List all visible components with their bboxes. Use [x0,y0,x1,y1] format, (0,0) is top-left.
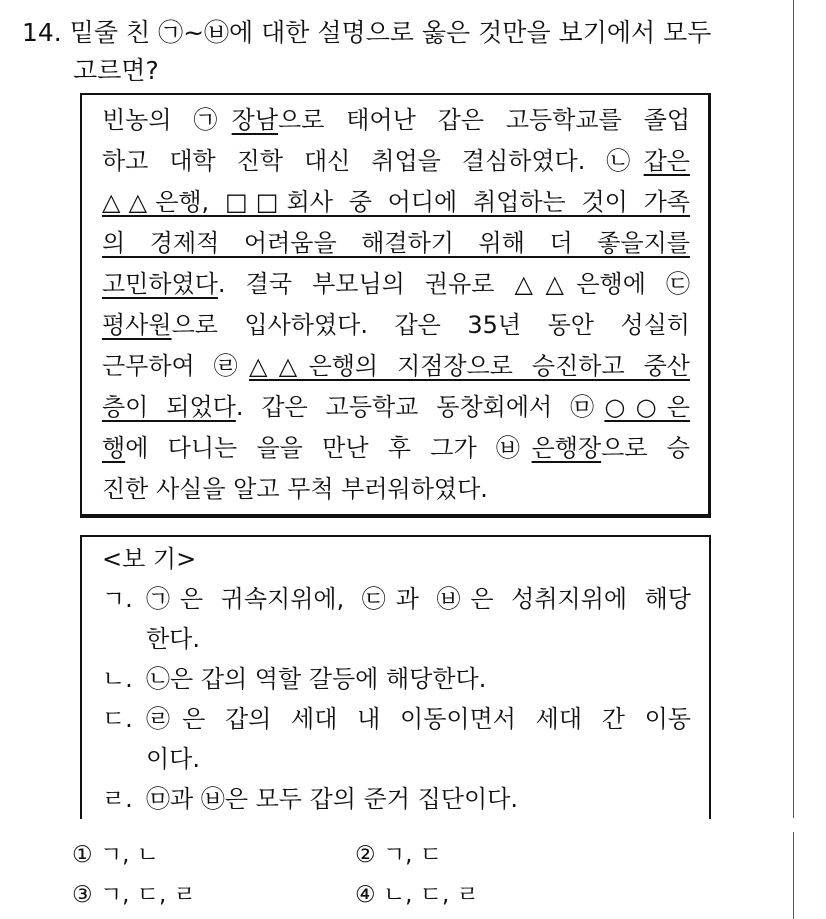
option-number: ① [72,842,93,868]
passage-text: 하고 대학 진학 대신 취업을 결심하였다. ㉡ [102,147,644,175]
underlined-text: △△은행, □□회사 중 어디에 취업하는 것이 가족 [102,188,690,216]
bogi-item-marker: ㄴ. [102,665,133,693]
underlined-text: △△은행의 지점장으로 승진하고 중산 [249,352,690,380]
bogi-item-marker: ㄱ. [102,585,133,613]
passage-text: 진한 사실을 알고 무척 부러워하였다. [102,475,488,503]
answer-option[interactable] [72,840,159,870]
passage-line [102,182,690,223]
passage-text: 에 다니는 을을 만난 후 그가 ㉥ [125,434,532,462]
passage-line [102,346,690,387]
bogi-item [102,619,691,659]
passage-text: . 결국 부모님의 권유로 △△은행에 ㉢ [217,270,690,298]
option-number: ③ [72,882,93,908]
bogi-item [102,739,691,779]
bogi-item-text: 이다. [146,745,200,773]
passage-line [102,428,690,469]
bogi-item-text: ㉤과 ㉥은 모두 갑의 준거 집단이다. [146,785,518,813]
answer-option[interactable] [355,880,479,910]
passage-text: 으로 입사하였다. 갑은 35년 동안 성실히 [171,311,690,339]
bogi-item-marker: ㄹ. [102,785,133,813]
passage-text: 근무하여 ㉣ [102,352,250,380]
bogi-item-text: ㉠은 귀속지위에, ㉢과 ㉥은 성취지위에 해당 [146,585,691,613]
passage-line [102,223,690,264]
passage-text: 빈농의 ㉠ [102,106,232,134]
bogi-box [80,535,711,819]
bogi-title: <보 기> [102,545,197,573]
underlined-text: 은행장 [531,434,602,462]
option-text: ㄱ, ㄷ, ㄹ [99,882,196,908]
passage-line [102,387,690,428]
underlined-text: 행 [102,434,126,462]
bogi-item [102,659,691,699]
bogi-item-marker: ㄷ. [102,705,133,733]
column-divider [793,832,794,919]
question-number: 14. [22,18,62,47]
bogi-item-text: ㉣은 갑의 세대 내 이동이면서 세대 간 이동 [146,705,691,733]
underlined-text: 의 경제적 어려움을 해결하기 위해 더 좋을지를 [102,229,690,257]
bogi-item-text: 한다. [146,625,200,653]
bogi-item [102,699,691,739]
passage-text: 으로 태어난 갑은 고등학교를 졸업 [278,106,691,134]
option-text: ㄱ, ㄷ [382,842,442,868]
option-number: ② [355,842,376,868]
option-number: ④ [355,882,376,908]
question [22,14,774,90]
underlined-text: ○○은 [604,393,690,421]
underlined-text: 평사원 [102,311,172,339]
passage-line [102,141,690,182]
question-line-1 [22,14,774,52]
passage-line [102,469,690,510]
option-text: ㄱ, ㄴ [99,842,159,868]
answer-option[interactable] [355,840,442,870]
passage-text: 으로 승 [601,434,690,462]
answer-option[interactable] [72,880,196,910]
underlined-text: 층이 되었다 [102,393,236,421]
bogi-item-marker [102,619,146,659]
bogi-item-marker [102,739,146,779]
column-divider [793,0,794,818]
underlined-text: 고민하였다 [102,270,218,298]
underlined-text: 장남 [231,106,279,134]
option-text: ㄴ, ㄷ, ㄹ [382,882,479,908]
question-line-2: 고르면? [73,56,159,85]
underlined-text: 갑은 [643,147,690,175]
bogi-item-text: ㉡은 갑의 역할 갈등에 해당한다. [146,665,487,693]
passage-text: . 갑은 고등학교 동창회에서 ㉤ [235,393,605,421]
passage-line [102,264,690,305]
passage-line [102,100,690,141]
question-text: 밑줄 친 ㉠~㉥에 대한 설명으로 옳은 것만을 보기에서 모두 [69,18,712,47]
bogi-item [102,579,691,619]
passage-box [80,93,711,518]
bogi-item [102,779,691,819]
passage-line [102,305,690,346]
